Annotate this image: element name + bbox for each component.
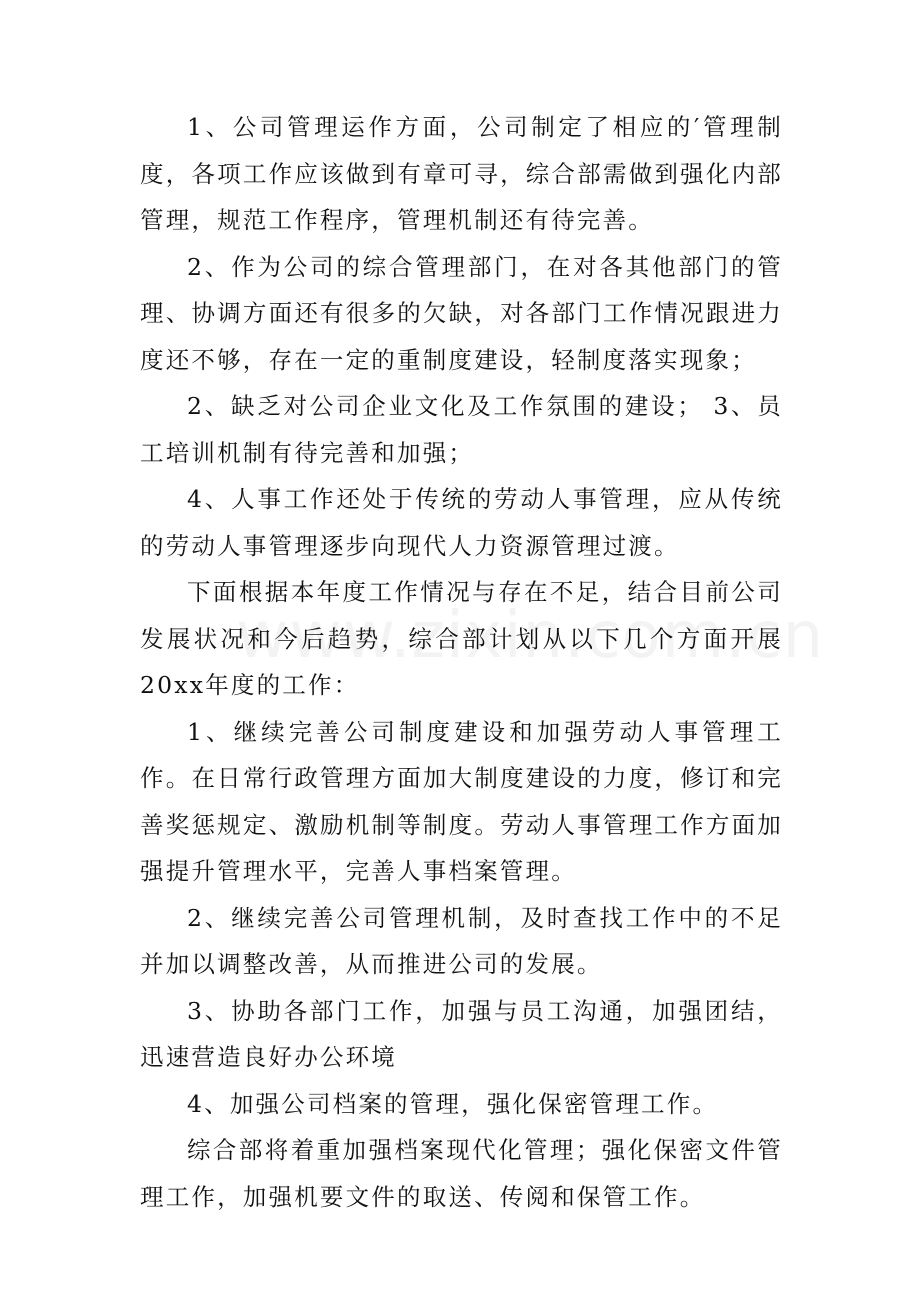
paragraph-4: 4、人事工作还处于传统的劳动人事管理，应从传统的劳动人事管理逐步向现代人力资源管理过渡。 [140, 485, 783, 560]
paragraph-5: 下面根据本年度工作情况与存在不足，结合目前公司发展状况和今后趋势，综合部计划从以下几个方面开展20xx年度的工作： [140, 578, 783, 699]
document-body [140, 104, 783, 1220]
paragraph-7: 2、继续完善公司管理机制，及时查找工作中的不足并加以调整改善，从而推进公司的发展。 [140, 903, 783, 978]
paragraph-3: 2、缺乏对公司企业文化及工作氛围的建设； 3、员工培训机制有待完善和加强； [140, 392, 783, 467]
paragraph-8: 3、协助各部门工作，加强与员工沟通，加强团结，迅速营造良好办公环境 [140, 996, 783, 1071]
paragraph-2: 2、作为公司的综合管理部门，在对各其他部门的管理、协调方面还有很多的欠缺，对各部门工作情况跟进力度还不够，存在一定的重制度建设，轻制度落实现象； [140, 252, 783, 374]
paragraph-6: 1、继续完善公司制度建设和加强劳动人事管理工作。在日常行政管理方面加大制度建设的力度，修订和完善奖惩规定、激励机制等制度。劳动人事管理工作方面加强提升管理水平，完善人事档案管理。 [140, 717, 783, 885]
paragraph-1: 1、公司管理运作方面，公司制定了相应的′管理制度，各项工作应该做到有章可寻，综合部需做到强化内部管理，规范工作程序，管理机制还有待完善。 [140, 113, 783, 234]
paragraph-9: 4、加强公司档案的管理，强化保密管理工作。 [187, 1089, 719, 1118]
paragraph-10: 综合部将着重加强档案现代化管理；强化保密文件管理工作，加强机要文件的取送、传阅和保管工作。 [140, 1136, 783, 1211]
